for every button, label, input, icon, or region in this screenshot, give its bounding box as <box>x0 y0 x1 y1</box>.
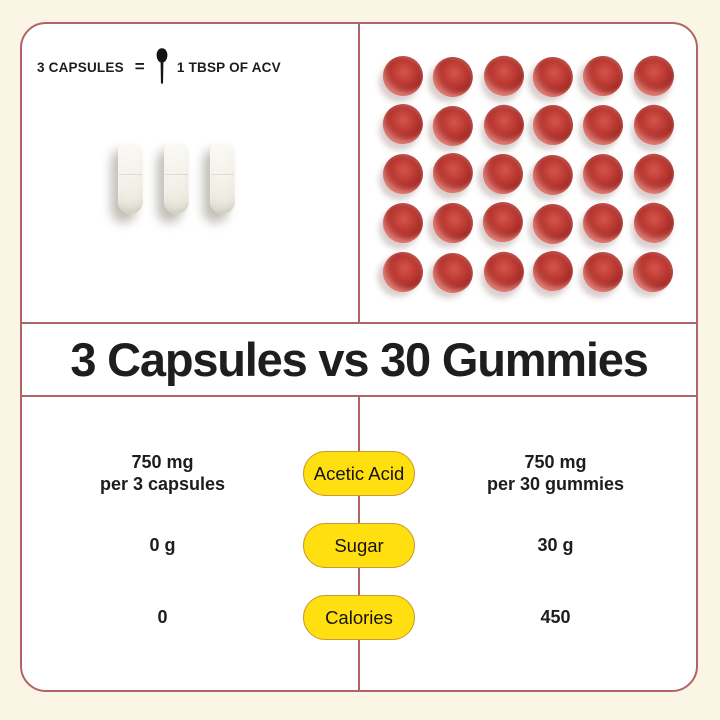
equivalence-note <box>22 24 358 86</box>
gummy-image <box>481 248 528 295</box>
gummy-image <box>383 154 423 194</box>
page-title: 3 Capsules vs 30 Gummies <box>70 333 648 386</box>
gummy-image <box>481 52 528 99</box>
title-band <box>22 322 696 397</box>
gummy-value <box>415 535 696 557</box>
comparison-row <box>22 451 696 496</box>
top-section <box>22 24 696 322</box>
value-line: 750 mg <box>524 451 587 472</box>
capsules-panel <box>22 24 360 322</box>
gummy-image <box>583 105 623 145</box>
gummy-image <box>583 154 623 194</box>
equals-sign: = <box>134 57 145 76</box>
spoon-icon <box>156 48 168 86</box>
gummy-image <box>383 56 423 96</box>
gummy-image <box>631 150 678 197</box>
value-line: 750 mg <box>131 451 194 472</box>
gummy-image <box>430 250 476 296</box>
gummy-image <box>481 200 524 243</box>
gummy-image <box>579 52 628 101</box>
capsule-image <box>210 140 235 214</box>
nutrient-badge: Acetic Acid <box>303 451 415 496</box>
gummy-value <box>415 607 696 629</box>
capsule-value <box>22 607 303 629</box>
gummy-image <box>631 52 678 99</box>
gummy-image <box>430 103 476 149</box>
gummy-image <box>431 151 474 194</box>
acv-label: 1 TBSP OF ACV <box>176 59 281 75</box>
gummy-image <box>631 199 678 246</box>
gummy-image <box>530 54 576 100</box>
capsule-value <box>22 452 303 496</box>
gummy-image <box>479 150 528 199</box>
gummy-image <box>481 101 528 148</box>
gummies-grid <box>383 24 673 292</box>
gummies-panel <box>360 24 696 322</box>
value-line: 30 g <box>537 534 574 555</box>
gummy-image <box>631 101 678 148</box>
capsules-count-label: 3 CAPSULES <box>37 59 124 75</box>
comparison-rows <box>22 397 696 690</box>
gummy-image <box>531 249 574 292</box>
value-line: 0 g <box>149 534 176 555</box>
value-line: per 30 gummies <box>486 473 625 494</box>
gummy-image <box>430 54 476 100</box>
capsule-value <box>22 535 303 557</box>
capsules-group <box>20 140 344 214</box>
gummy-image <box>429 199 478 248</box>
nutrient-badge: Sugar <box>303 523 415 568</box>
value-line: 450 <box>540 606 571 627</box>
comparison-row <box>22 523 696 568</box>
gummy-image <box>379 248 428 297</box>
gummy-image <box>529 101 578 150</box>
capsule-image <box>118 140 143 214</box>
gummy-image <box>381 102 424 145</box>
gummy-value <box>415 452 696 496</box>
gummy-image <box>629 248 678 297</box>
comparison-card <box>20 22 698 692</box>
gummy-image <box>530 152 576 198</box>
value-line: 0 <box>157 606 168 627</box>
comparison-table <box>22 397 696 690</box>
gummy-image <box>583 252 623 292</box>
gummy-image <box>383 203 423 243</box>
capsule-image <box>164 140 189 214</box>
gummy-image <box>583 203 623 243</box>
gummy-image <box>530 201 576 247</box>
value-line: per 3 capsules <box>99 473 226 494</box>
comparison-row <box>22 595 696 640</box>
nutrient-badge: Calories <box>303 595 415 640</box>
